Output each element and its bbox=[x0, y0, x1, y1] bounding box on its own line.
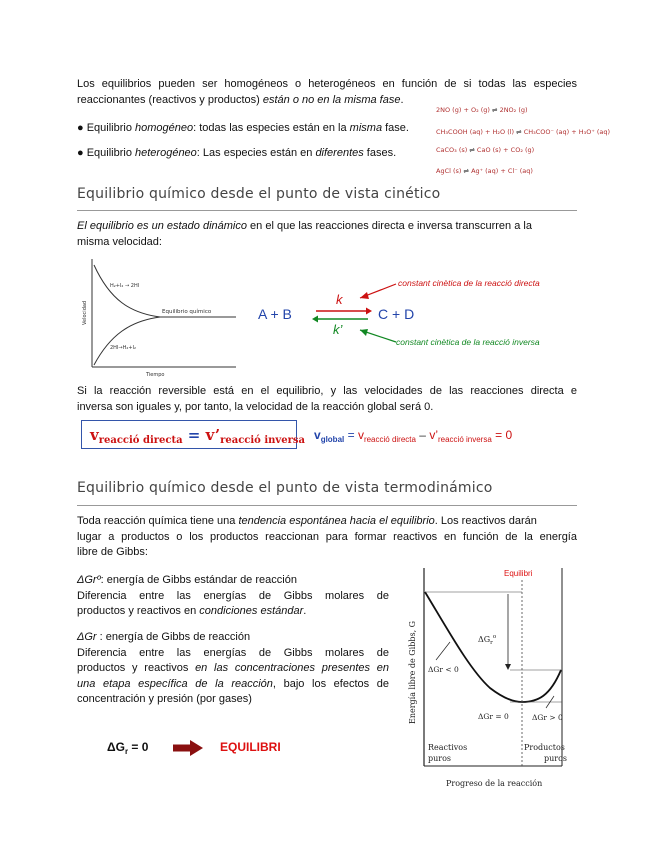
intro-line-2: reaccionantes (reactivos y productos) están o no en la misma fase. bbox=[77, 93, 404, 106]
section-kinetic-rule bbox=[77, 210, 577, 211]
rate-constant-kprime: k’ bbox=[333, 322, 343, 337]
equation-1: 2NO (g) + O₂ (g) ⇌ 2NO₂ (g) bbox=[436, 106, 528, 114]
gibbs-equilibri-label: Equilibri bbox=[504, 569, 533, 578]
final-equilibri-label: EQUILIBRI bbox=[220, 740, 281, 754]
intro-paragraph bbox=[77, 77, 577, 108]
equation-2: CH₃COOH (aq) + H₂O (l) ⇌ CH₃COO⁻ (aq) + H₃O⁺ (aq) bbox=[436, 128, 611, 136]
bullet-heterogeneo: ● Equilibrio heterogéneo: Las especies están en diferentes fases. bbox=[77, 147, 397, 159]
equation-3: CaCO₃ (s) ⇌ CaO (s) + CO₂ (g) bbox=[436, 146, 535, 154]
section-thermo-title: Equilibrio químico desde el punto de vista termodinámico bbox=[77, 480, 493, 496]
gibbs-dg-neg-label: ΔGr < 0 bbox=[428, 665, 459, 674]
kinetic-paragraph-2: Si la reacción reversible está en el equilibrio, y las velocidades de las reacciones directa e inversa son iguales y, por tanto, la velocidad de la reacción global será 0. bbox=[77, 385, 577, 413]
dg-block: ΔGr : energía de Gibbs de reacción Diferencia entre las energías de Gibbs molares de productos y reactivos en las concentraciones presentes en una etapa específica de la reacción, bajo los efectos de concentración y presión (por gases) bbox=[77, 631, 390, 705]
note-inverse: constant cinètica de la reacció inversa bbox=[396, 337, 540, 347]
gibbs-prod-2: puros bbox=[544, 754, 568, 763]
gibbs-react-2: puros bbox=[428, 754, 452, 763]
final-equilibrium-statement: $\Delta G_r = 0$ bbox=[107, 740, 149, 756]
bullet-homogeneo: ● Equilibrio homogéneo: todas las especies están en la misma fase. bbox=[77, 122, 409, 134]
gibbs-curve bbox=[425, 592, 561, 702]
section-thermo-rule bbox=[77, 505, 577, 506]
graph-eq-label: Equilibrio químico bbox=[162, 309, 212, 315]
kinetic-paragraph: El equilibrio es un estado dinámico en el que las reacciones directa e inversa transcurren a la misma velocidad: bbox=[77, 220, 532, 248]
graph-upper-label: H₂+I₂ → 2HI bbox=[110, 283, 140, 289]
thermo-paragraph: Toda reacción química tiene una tendencia espontánea hacia el equilibrio. Los reactivos darán lugar a productos o los productos reaccionan para formar reactivos en función de la energía libre de Gibbs: bbox=[77, 515, 577, 558]
note-direct: constant cinètica de la reacció directa bbox=[398, 278, 540, 288]
graph-lower-label: 2HI→H₂+I₂ bbox=[110, 345, 137, 351]
intro-line-1: Los equilibrios pueden ser homogéneos o heterogéneos en función de si todas las especies bbox=[77, 78, 577, 90]
gibbs-ylabel: Energía libre de Gibbs, G bbox=[408, 620, 417, 724]
pointer-arrows bbox=[350, 280, 400, 360]
equation-4: AgCl (s) ⇌ Ag⁺ (aq) + Cl⁻ (aq) bbox=[436, 167, 533, 175]
gibbs-react-1: Reactivos bbox=[428, 743, 468, 752]
velocity-equality-box: vreacció directa = v’reacció inversa bbox=[81, 420, 297, 449]
gibbs-energy-diagram bbox=[398, 560, 578, 792]
dg-standard-block: ΔGrº: energía de Gibbs estándar de reacción Diferencia entre las energías de Gibbs molares de productos y reactivos en condiciones estándar. bbox=[77, 574, 389, 617]
gibbs-dg-pos-label: ΔGr > 0 bbox=[532, 713, 563, 722]
graph-ylabel: Velocidad bbox=[82, 300, 88, 325]
reverse-rate-curve bbox=[94, 317, 160, 365]
svg-text:ΔGro: $\Delta G_r^o$ bbox=[478, 634, 497, 646]
gibbs-dg-zero-label: ΔGr = 0 bbox=[478, 712, 509, 721]
kinetic-rate-graph bbox=[80, 255, 240, 380]
gibbs-dg0-label bbox=[478, 634, 497, 646]
graph-xlabel: Tiempo bbox=[146, 372, 165, 378]
reaction-right: C + D bbox=[378, 306, 415, 322]
reaction-left: A + B bbox=[258, 306, 292, 322]
section-kinetic-title: Equilibrio químico desde el punto de vista cinético bbox=[77, 186, 441, 202]
final-arrow-icon bbox=[173, 740, 203, 756]
gibbs-prod-1: Productos bbox=[524, 743, 565, 752]
gibbs-xlabel: Progreso de la reacción bbox=[446, 779, 543, 788]
global-velocity-equation: $v_{global} = v_{reacció directa}$ – $v’_{reacció inversa} = 0$ bbox=[314, 428, 513, 444]
rate-constant-k: k bbox=[336, 292, 343, 307]
